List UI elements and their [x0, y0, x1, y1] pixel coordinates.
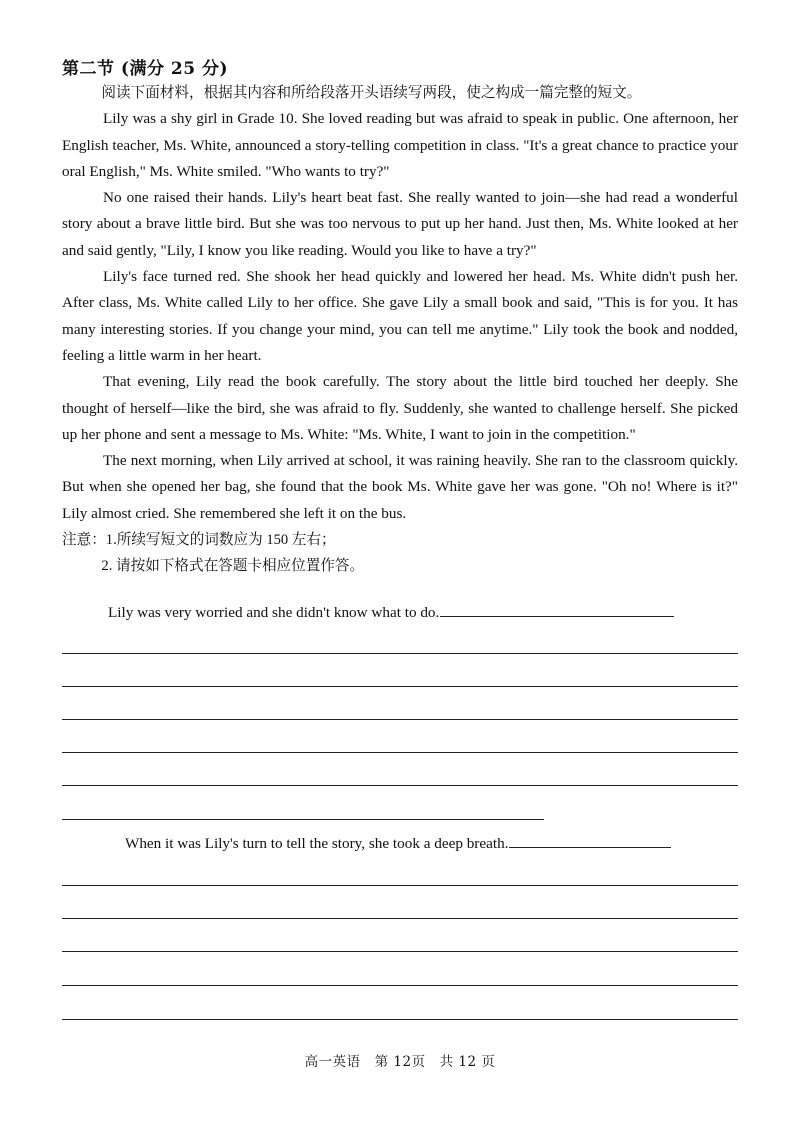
writing-line[interactable]	[62, 686, 738, 687]
footer-total-pages: 共 12 页	[439, 1054, 496, 1070]
writing-line[interactable]	[62, 752, 738, 753]
writing-line[interactable]	[62, 819, 544, 820]
writing-line[interactable]	[62, 1019, 738, 1020]
writing-line[interactable]	[62, 785, 738, 786]
paragraph-starter-1	[108, 604, 674, 622]
writing-blank[interactable]	[440, 615, 674, 617]
story-paragraph: No one raised their hands. Lily's heart beat fast. She really wanted to join—she had read a wonderful story about a brave little bird. But she was too nervous to put up her hand. Just then, Ms. White looked at her and said gently, "Lily, I know you like reading. Would you like to have a try?"	[62, 189, 738, 259]
story-paragraph: Lily's face turned red. She shook her head quickly and lowered her head. Ms. White didn't push her. After class, Ms. White called Lily to her office. She gave Lily a small book and said, "This is for you. It has many interesting stories. If you change your mind, you can tell me anytime." Lily took the book and nodded, feeling a little warm in her heart.	[62, 268, 738, 364]
paragraph-starter-2-text: When it was Lily's turn to tell the story, she took a deep breath.	[125, 835, 509, 852]
writing-line[interactable]	[62, 653, 738, 654]
story-paragraph: That evening, Lily read the book carefully. The story about the little bird touched her deeply. She thought of herself—like the bird, she was afraid to fly. Suddenly, she wanted to challenge herself. She picked up her phone and sent a message to Ms. White: "Ms. White, I want to join in the competition."	[62, 373, 738, 443]
footer-page-number: 第 12页	[374, 1054, 426, 1070]
note-word-count: 注意：1.所续写短文的词数应为 150 左右；	[62, 532, 336, 549]
passage	[62, 80, 738, 580]
story-paragraph: The next morning, when Lily arrived at school, it was raining heavily. She ran to the classroom quickly. But when she opened her bag, she found that the book Ms. White gave her was gone. "Oh no! Where is it?" Lily almost cried. She remembered she left it on the bus.	[62, 452, 738, 522]
writing-line[interactable]	[62, 719, 738, 720]
note-format: 2. 请按如下格式在答题卡相应位置作答。	[101, 558, 365, 575]
paragraph-starter-1-text: Lily was very worried and she didn't know what to do.	[108, 604, 440, 621]
instruction-text: 阅读下面材料，根据其内容和所给段落开头语续写两段，使之构成一篇完整的短文。	[101, 85, 642, 101]
writing-line[interactable]	[62, 885, 738, 886]
writing-line[interactable]	[62, 951, 738, 952]
writing-line[interactable]	[62, 918, 738, 919]
writing-blank[interactable]	[509, 846, 671, 848]
paragraph-starter-2	[125, 835, 671, 853]
section-title: 第二节 (满分 25 分)	[62, 59, 228, 79]
footer-subject: 高一英语	[304, 1054, 361, 1070]
page-footer	[0, 1050, 800, 1070]
story-paragraph: Lily was a shy girl in Grade 10. She loved reading but was afraid to speak in public. One afternoon, her English teacher, Ms. White, announced a story-telling competition in class. "It's a great chance to practice your oral English," Ms. White smiled. "Who wants to try?"	[62, 110, 738, 180]
writing-line[interactable]	[62, 985, 738, 986]
